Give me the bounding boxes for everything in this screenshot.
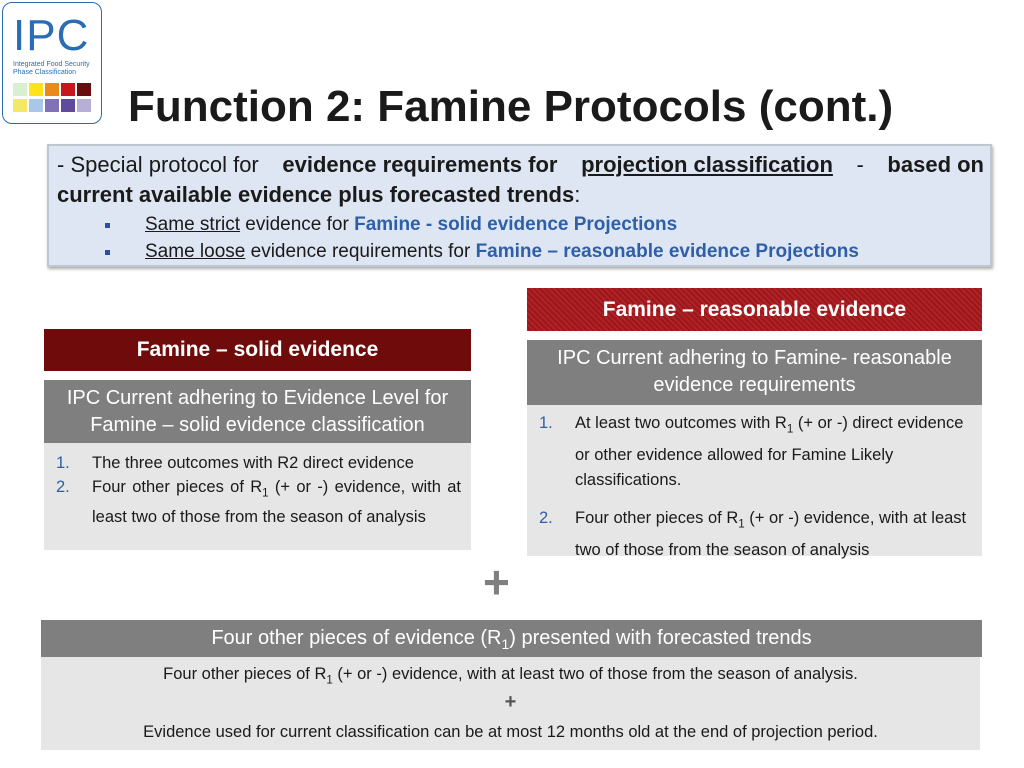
bottom-line1-subscript: 1 [326, 674, 333, 687]
list-item [44, 451, 461, 475]
logo-swatch [29, 83, 43, 96]
reasonable-evidence-list [527, 411, 968, 563]
intro-line-2 [57, 182, 580, 208]
logo-swatch [13, 99, 27, 112]
reasonable-evidence-subheader [527, 340, 982, 405]
bottom-body [41, 657, 980, 750]
list-item [44, 475, 461, 529]
logo-swatch [61, 83, 75, 96]
solid-evidence-list [44, 451, 461, 529]
list-text-a: Four other pieces of R [575, 508, 739, 527]
solid-subheader-line1: IPC Current adhering to Evidence Level for [66, 387, 449, 409]
logo-swatch [77, 99, 91, 112]
reasonable-subheader-line2: evidence requirements [653, 374, 856, 396]
intro-line-1 [57, 152, 984, 178]
logo-text: IPC [13, 11, 90, 60]
solid-evidence-subheader [44, 380, 471, 443]
bottom-header [41, 620, 982, 657]
intro-line1-c: projection classification [581, 152, 833, 177]
list-number: 1. [56, 454, 70, 472]
page-title: Function 2: Famine Protocols (cont.) [128, 82, 894, 131]
solid-subheader-line2: Famine – solid evidence classification [90, 414, 425, 436]
list-text-subscript: 1 [786, 423, 794, 436]
list-text-a: At least two outcomes with R [575, 414, 787, 432]
list-text-subscript: 1 [262, 487, 269, 500]
intro-b2-a: Same loose [145, 241, 246, 262]
logo-subtitle-line2: Phase Classification [13, 69, 77, 76]
ipc-logo [2, 2, 102, 124]
bullet-square-icon [105, 250, 110, 255]
bottom-line-1 [41, 665, 980, 686]
solid-evidence-list-box [44, 443, 471, 550]
bullet-square-icon [105, 223, 110, 228]
intro-box [47, 144, 992, 267]
list-item [527, 411, 968, 494]
logo-subtitle-line1: Integrated Food Security [13, 61, 90, 68]
list-number: 2. [56, 478, 70, 496]
list-text: The three outcomes with R2 direct evidence [92, 454, 414, 472]
logo-swatch [61, 99, 75, 112]
reasonable-subheader-line1: IPC Current adhering to Famine- reasonable [557, 347, 952, 369]
list-text-b: (+ or -) evidence, with at least two of those from the season of analysis [92, 478, 461, 527]
intro-line1-a: - Special protocol for [57, 152, 259, 177]
solid-evidence-header: Famine – solid evidence [44, 329, 471, 371]
logo-swatch [77, 83, 91, 96]
bottom-line1-b: (+ or -) evidence, with at least two of those from the season of analysis. [332, 665, 858, 683]
reasonable-evidence-list-box [527, 405, 982, 559]
intro-b1-b: evidence for [240, 214, 355, 235]
intro-line2-b: : [574, 182, 581, 207]
list-number: 2. [539, 508, 553, 527]
list-text-subscript: 1 [738, 518, 745, 531]
intro-b1-a: Same strict [145, 214, 241, 235]
plus-sign: + [483, 556, 510, 608]
list-number: 1. [539, 414, 553, 432]
intro-b2-c: Famine – reasonable evidence Projections [475, 241, 859, 262]
bottom-header-subscript: 1 [501, 636, 510, 652]
logo-swatch [29, 99, 43, 112]
intro-b1-c: Famine - solid evidence Projections [354, 214, 678, 235]
bottom-line1-a: Four other pieces of R [163, 665, 327, 683]
list-item [527, 506, 968, 563]
bottom-plus: + [504, 691, 517, 713]
list-text-b: (+ or -) evidence, with at least two of those from the season of analysis [575, 508, 967, 559]
intro-line1-e: based on [887, 152, 984, 177]
list-text-a: Four other pieces of R [92, 478, 263, 496]
bottom-header-b: ) presented with forecasted trends [509, 627, 812, 649]
logo-subtitle [13, 61, 90, 77]
intro-line1-b: evidence requirements for [282, 152, 558, 177]
intro-b2-b: evidence requirements for [245, 241, 476, 262]
logo-swatch [45, 83, 59, 96]
bottom-header-a: Four other pieces of evidence (R [211, 627, 502, 649]
intro-line1-d: - [856, 152, 864, 177]
reasonable-evidence-header: Famine – reasonable evidence [527, 288, 982, 331]
bottom-line-2: Evidence used for current classification can be at most 12 months old at the end of projection period. [143, 723, 878, 741]
intro-line2-a: current available evidence plus forecasted trends [57, 182, 575, 207]
logo-swatch [13, 83, 27, 96]
logo-swatch [45, 99, 59, 112]
list-text-b: (+ or -) direct evidence or other evidence allowed for Famine Likely classifications. [575, 414, 964, 490]
